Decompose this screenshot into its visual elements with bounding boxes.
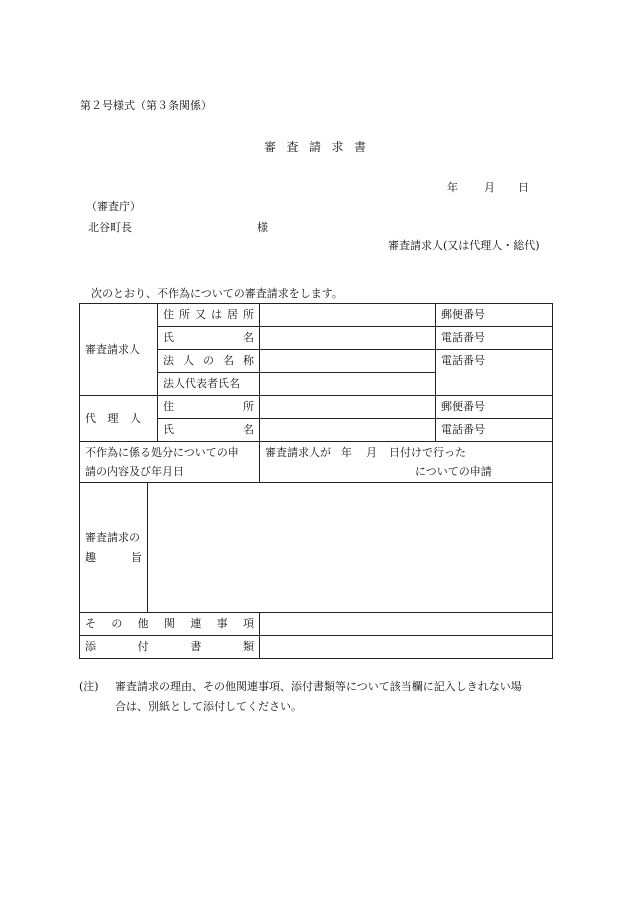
attachments-field[interactable] [260,636,553,659]
note-marker: (注) [79,680,99,693]
table-row [80,483,553,613]
agent-address-label: 住 所 [158,396,260,419]
table-row [80,636,553,659]
applicant-address-field[interactable] [260,304,436,327]
applicant-postal-field[interactable]: 郵便番号 [436,304,553,327]
applicant-phone-field[interactable]: 電話番号 [436,327,553,350]
agent-name-label: 氏 名 [158,419,260,442]
table-row [80,613,553,636]
agent-phone-field[interactable]: 電話番号 [436,419,553,442]
attachments-label: 添 付 書 類 [80,636,260,659]
date-year-label: 年 [447,181,458,194]
date-day-label: 日 [518,181,529,194]
other-matters-field[interactable] [260,613,553,636]
inaction-application-field[interactable]: 審査請求人が 年 月 日付けで行った についての申請 [260,442,553,483]
table-row [80,396,553,419]
title-char: 書 [353,140,366,154]
purpose-label: 審査請求の 趣 旨 [80,483,148,613]
honorific: 様 [257,221,268,234]
document-title [264,138,366,155]
representative-name-field[interactable] [260,373,436,396]
note-line-1: 審査請求の理由、その他関連事項、添付書類等について該当欄に記入しきれない場 [115,680,522,693]
table-row [80,442,553,483]
inaction-application-label: 不作為に係る処分についての申 請の内容及び年月日 [80,442,260,483]
corporation-name-label: 法 人 の 名 称 [158,350,260,373]
applicant-name-field[interactable] [260,327,436,350]
applicant-group-label: 審査請求人 [80,304,158,396]
requester-signature-label: 審査請求人(又は代理人・総代) [388,239,540,252]
purpose-field[interactable] [148,483,553,613]
title-char: 審 [264,140,277,154]
other-matters-label: そ の 他 関 連 事 項 [80,613,260,636]
intro-text: 次のとおり、不作為についての審査請求をします。 [91,287,343,300]
review-office-label: （審査庁） [86,200,141,213]
title-char: 査 [286,140,299,154]
title-char: 請 [308,140,321,154]
corporation-phone-field[interactable]: 電話番号 [436,350,553,396]
agent-postal-field[interactable]: 郵便番号 [436,396,553,419]
request-form-table [79,303,553,659]
corporation-name-field[interactable] [260,350,436,373]
form-number: 第２号様式（第３条関係） [80,99,212,112]
name-label: 氏 名 [158,327,260,350]
agent-address-field[interactable] [260,396,436,419]
agent-group-label: 代 理 人 [80,396,158,442]
date-month-label: 月 [484,181,495,194]
address-label: 住 所 又 は 居 所 [158,304,260,327]
note-line-2: 合は、別紙として添付してください。 [115,700,302,713]
representative-name-label: 法人代表者氏名 [158,373,260,396]
addressee: 北谷町長 [88,221,132,234]
title-char: 求 [331,140,344,154]
table-row [80,304,553,327]
agent-name-field[interactable] [260,419,436,442]
